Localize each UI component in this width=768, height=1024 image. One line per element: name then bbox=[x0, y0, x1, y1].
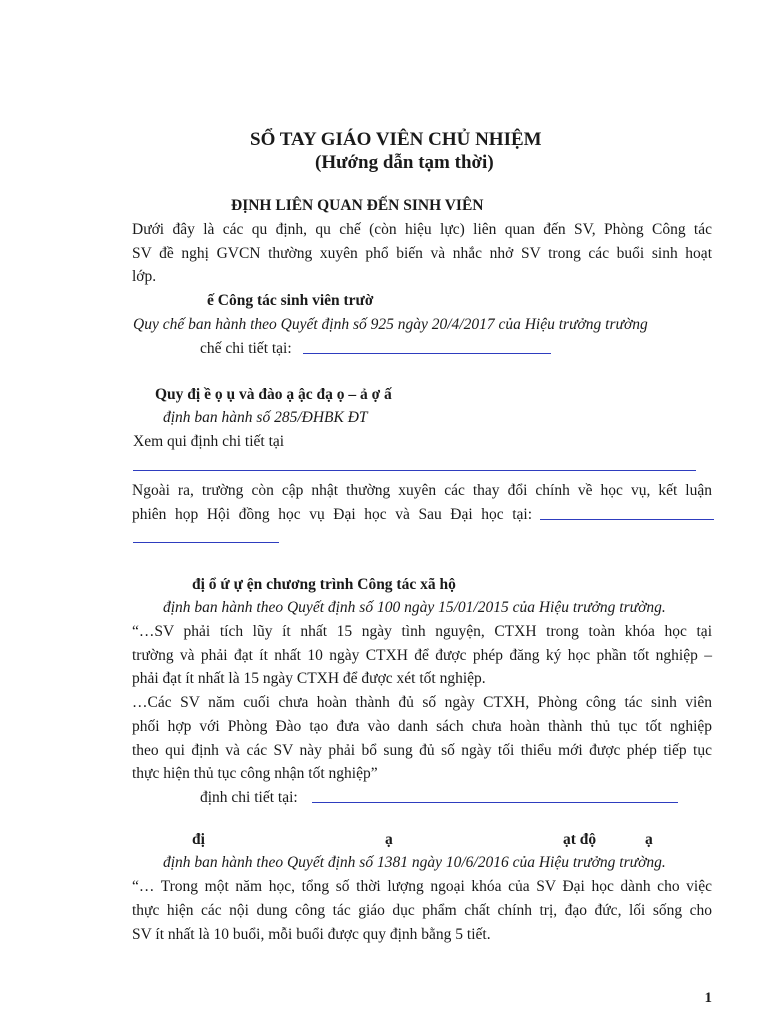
section-4-quote-line-3: SV ít nhất là 10 buổi, mỗi buổi được quy định bằng 5 tiết. bbox=[132, 926, 491, 943]
section-2-link-blank[interactable] bbox=[133, 470, 696, 471]
section-1-note: Quy chế ban hành theo Quyết định số 925 ngày 20/4/2017 của Hiệu trưởng trường bbox=[133, 316, 648, 333]
section-3-heading: đị ổ ứ ự ện chương trình Công tác xã hộ bbox=[192, 576, 456, 593]
section-4-quote-line-1: “… Trong một năm học, tổng số thời lượng ngoại khóa của SV Đại học dành cho việc bbox=[132, 878, 712, 895]
section-2-heading: Quy đị ề ọ ụ và đào ạ ậc đạ ọ – ả ợ ấ bbox=[155, 386, 392, 403]
section-2-link-label: Xem qui định chi tiết tại bbox=[133, 433, 285, 450]
section-2-extra-line-2: phiên họp Hội đồng học vụ Đại học và Sau Đại học tại: bbox=[132, 506, 532, 523]
section-4-note: định ban hành theo Quyết định số 1381 ngày 10/6/2016 của Hiệu trưởng trường. bbox=[163, 854, 666, 871]
document-title: SỔ TAY GIÁO VIÊN CHỦ NHIỆM bbox=[250, 129, 542, 150]
section-4-heading-part-1: đị bbox=[192, 831, 205, 848]
section-1-link-blank[interactable] bbox=[303, 353, 551, 354]
section-3-link-label: định chi tiết tại: bbox=[200, 789, 298, 806]
section-1-heading: ế Công tác sinh viên trườ bbox=[207, 292, 374, 309]
section-2-note: định ban hành số 285/ĐHBK ĐT bbox=[163, 409, 368, 426]
section-3-quote-line-4: …Các SV năm cuối chưa hoàn thành đủ số ngày CTXH, Phòng công tác sinh viên bbox=[132, 694, 712, 711]
intro-line-2: SV đề nghị GVCN thường xuyên phổ biến và nhắc nhở SV trong các buổi sinh hoạt bbox=[132, 245, 712, 262]
section-3-quote-line-1: “…SV phải tích lũy ít nhất 15 ngày tình nguyện, CTXH trong toàn khóa học tại bbox=[132, 623, 712, 640]
page-number: 1 bbox=[704, 990, 712, 1006]
section-3-quote-line-5: phối hợp với Phòng Đào tạo đưa vào danh sách chưa hoàn thành thủ tục tốt nghiệp bbox=[132, 718, 712, 735]
section-1-link-label: chế chi tiết tại: bbox=[200, 340, 292, 357]
section-2-council-link-blank-1[interactable] bbox=[540, 519, 714, 520]
section-3-link-blank[interactable] bbox=[312, 802, 678, 803]
intro-line-3: lớp. bbox=[132, 268, 157, 285]
intro-line-1: Dưới đây là các qu định, qu chế (còn hiệu lực) liên quan đến SV, Phòng Công tác bbox=[132, 221, 712, 238]
section-3-quote-line-2: trường và phải đạt ít nhất 10 ngày CTXH để được phép đăng ký học phần tốt nghiệp – bbox=[132, 647, 712, 664]
section-4-heading-part-4: ạ bbox=[645, 831, 653, 848]
section-4-heading-part-3: ạt độ bbox=[563, 831, 597, 848]
document-subtitle: (Hướng dẫn tạm thời) bbox=[315, 152, 494, 173]
section-3-quote-line-6: theo qui định và các SV này phải bổ sung đủ số ngày tối thiểu mới được phép tiếp tục bbox=[132, 742, 712, 759]
section-3-quote-line-3: phải đạt ít nhất là 15 ngày CTXH để được xét tốt nghiệp. bbox=[132, 670, 486, 687]
section-4-quote-line-2: thực hiện các nội dung công tác giáo dục phẩm chất chính trị, đạo đức, lối sống cho bbox=[132, 902, 712, 919]
section-2-extra-line-1: Ngoài ra, trường còn cập nhật thường xuyên các thay đổi chính về học vụ, kết luận bbox=[132, 482, 712, 499]
section-2-council-link-blank-2[interactable] bbox=[133, 542, 279, 543]
section-heading-main: ĐỊNH LIÊN QUAN ĐẾN SINH VIÊN bbox=[231, 197, 484, 214]
section-4-heading-part-2: ạ bbox=[385, 831, 393, 848]
section-3-note: định ban hành theo Quyết định số 100 ngày 15/01/2015 của Hiệu trưởng trường. bbox=[163, 599, 666, 616]
section-3-quote-line-7: thực hiện thủ tục công nhận tốt nghiệp” bbox=[132, 765, 378, 782]
